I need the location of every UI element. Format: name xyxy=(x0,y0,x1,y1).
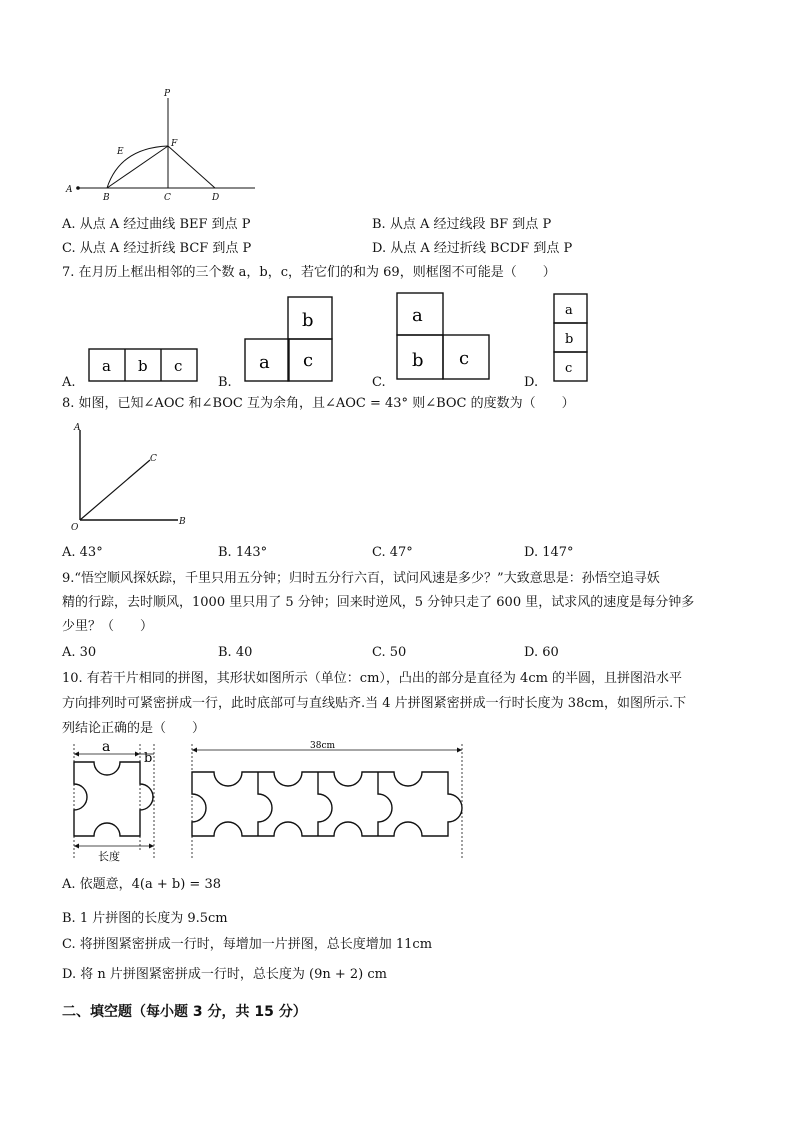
label-a: A xyxy=(74,423,81,433)
label-e: E xyxy=(117,147,124,157)
q9-line-3: 少里？（ ） xyxy=(62,619,154,634)
q9-option-d: D. 60 xyxy=(524,645,559,660)
q10-four-pieces-figure xyxy=(186,740,476,862)
svg-text:a: a xyxy=(259,352,270,373)
q8-option-d: D. 147° xyxy=(524,545,574,560)
svg-text:c: c xyxy=(459,348,470,369)
svg-text:b: b xyxy=(565,332,574,347)
label-a: A xyxy=(66,185,73,195)
q8-stem: 8. 如图，已知∠AOC 和∠BOC 互为余角，且∠AOC = 43° 则∠BOC 的度数为（ ） xyxy=(62,396,575,411)
q7-option-c-label: C. xyxy=(372,375,386,390)
q6-option-b: B. 从点 A 经过线段 BF 到点 P xyxy=(372,217,552,232)
q8-option-b: B. 143° xyxy=(218,545,268,560)
point-a-dot xyxy=(76,186,80,190)
q10-option-a: A. 依题意，4(a + b) = 38 xyxy=(62,877,221,892)
svg-text:a: a xyxy=(412,305,423,326)
label-p: P xyxy=(164,89,171,99)
svg-text:c: c xyxy=(303,350,314,371)
segment-fd xyxy=(168,146,215,188)
q9-line-1: 9.“悟空顺风探妖踪，千里只用五分钟；归时五分行六百，试问风速是多少？”大致意思是：孙悟空追寻妖 xyxy=(62,571,660,586)
q7-stem: 7. 在月历上框出相邻的三个数 a，b，c，若它们的和为 69，则框图不可能是（ ） xyxy=(62,265,556,280)
q9-line-2: 精的行踪，去时顺风，1000 里只用了 5 分钟；回来时逆风，5 分钟只走了 600 里，试求风的速度是每分钟多 xyxy=(62,595,695,610)
svg-text:c: c xyxy=(565,361,573,376)
section-2-title: 二、填空题（每小题 3 分，共 15 分） xyxy=(62,1004,307,1020)
q7-option-a-figure xyxy=(88,348,198,382)
q7-option-a-label: A. xyxy=(62,375,76,390)
svg-text:38cm: 38cm xyxy=(310,741,336,751)
svg-text:长度: 长度 xyxy=(98,850,120,863)
label-c: C xyxy=(150,454,157,464)
q10-option-c: C. 将拼图紧密拼成一行时，每增加一片拼图，总长度增加 11cm xyxy=(62,937,433,952)
q10-single-piece-figure xyxy=(68,740,168,862)
q10-line-2: 方向排列时可紧密拼成一行，此时底部可与直线贴齐.当 4 片拼图紧密拼成一行时长度为 38cm，如图所示.下 xyxy=(62,696,687,711)
q9-option-b: B. 40 xyxy=(218,645,253,660)
q10-line-1: 10. 有若干片相同的拼图，其形状如图所示（单位：cm），凸出的部分是直径为 4cm 的半圆，且拼图沿水平 xyxy=(62,671,683,686)
label-d: D xyxy=(212,193,220,203)
q10-option-d: D. 将 n 片拼图紧密拼成一行时，总长度为 (9n + 2) cm xyxy=(62,967,387,982)
q8-option-a: A. 43° xyxy=(62,545,103,560)
svg-text:a: a xyxy=(102,739,111,755)
label-b: B xyxy=(179,517,186,527)
q7-option-b-label: B. xyxy=(218,375,232,390)
q6-option-a: A. 从点 A 经过曲线 BEF 到点 P xyxy=(62,217,251,232)
q7-option-c-figure xyxy=(396,292,492,382)
q9-option-a: A. 30 xyxy=(62,645,97,660)
q6-figure xyxy=(60,88,260,208)
svg-text:b: b xyxy=(302,310,314,331)
q7-option-b-figure xyxy=(244,296,336,384)
label-b: B xyxy=(103,193,110,203)
q7-option-d-figure xyxy=(553,293,589,383)
q8-figure xyxy=(66,420,196,532)
svg-text:a: a xyxy=(565,303,573,318)
svg-text:b: b xyxy=(138,357,148,375)
svg-text:b: b xyxy=(144,751,153,766)
q6-option-d: D. 从点 A 经过折线 BCDF 到点 P xyxy=(372,241,573,256)
q8-option-c: C. 47° xyxy=(372,545,413,560)
label-o: O xyxy=(71,523,79,533)
q9-option-c: C. 50 xyxy=(372,645,407,660)
label-f: F xyxy=(171,139,178,149)
ray-oc xyxy=(80,460,150,520)
label-c: C xyxy=(164,193,171,203)
svg-text:a: a xyxy=(102,357,111,375)
svg-text:b: b xyxy=(412,350,424,371)
svg-text:c: c xyxy=(174,357,183,375)
q6-option-c: C. 从点 A 经过折线 BCF 到点 P xyxy=(62,241,252,256)
q7-option-d-label: D. xyxy=(524,375,539,390)
q10-option-b: B. 1 片拼图的长度为 9.5cm xyxy=(62,911,228,926)
q10-line-3: 列结论正确的是（ ） xyxy=(62,721,206,736)
